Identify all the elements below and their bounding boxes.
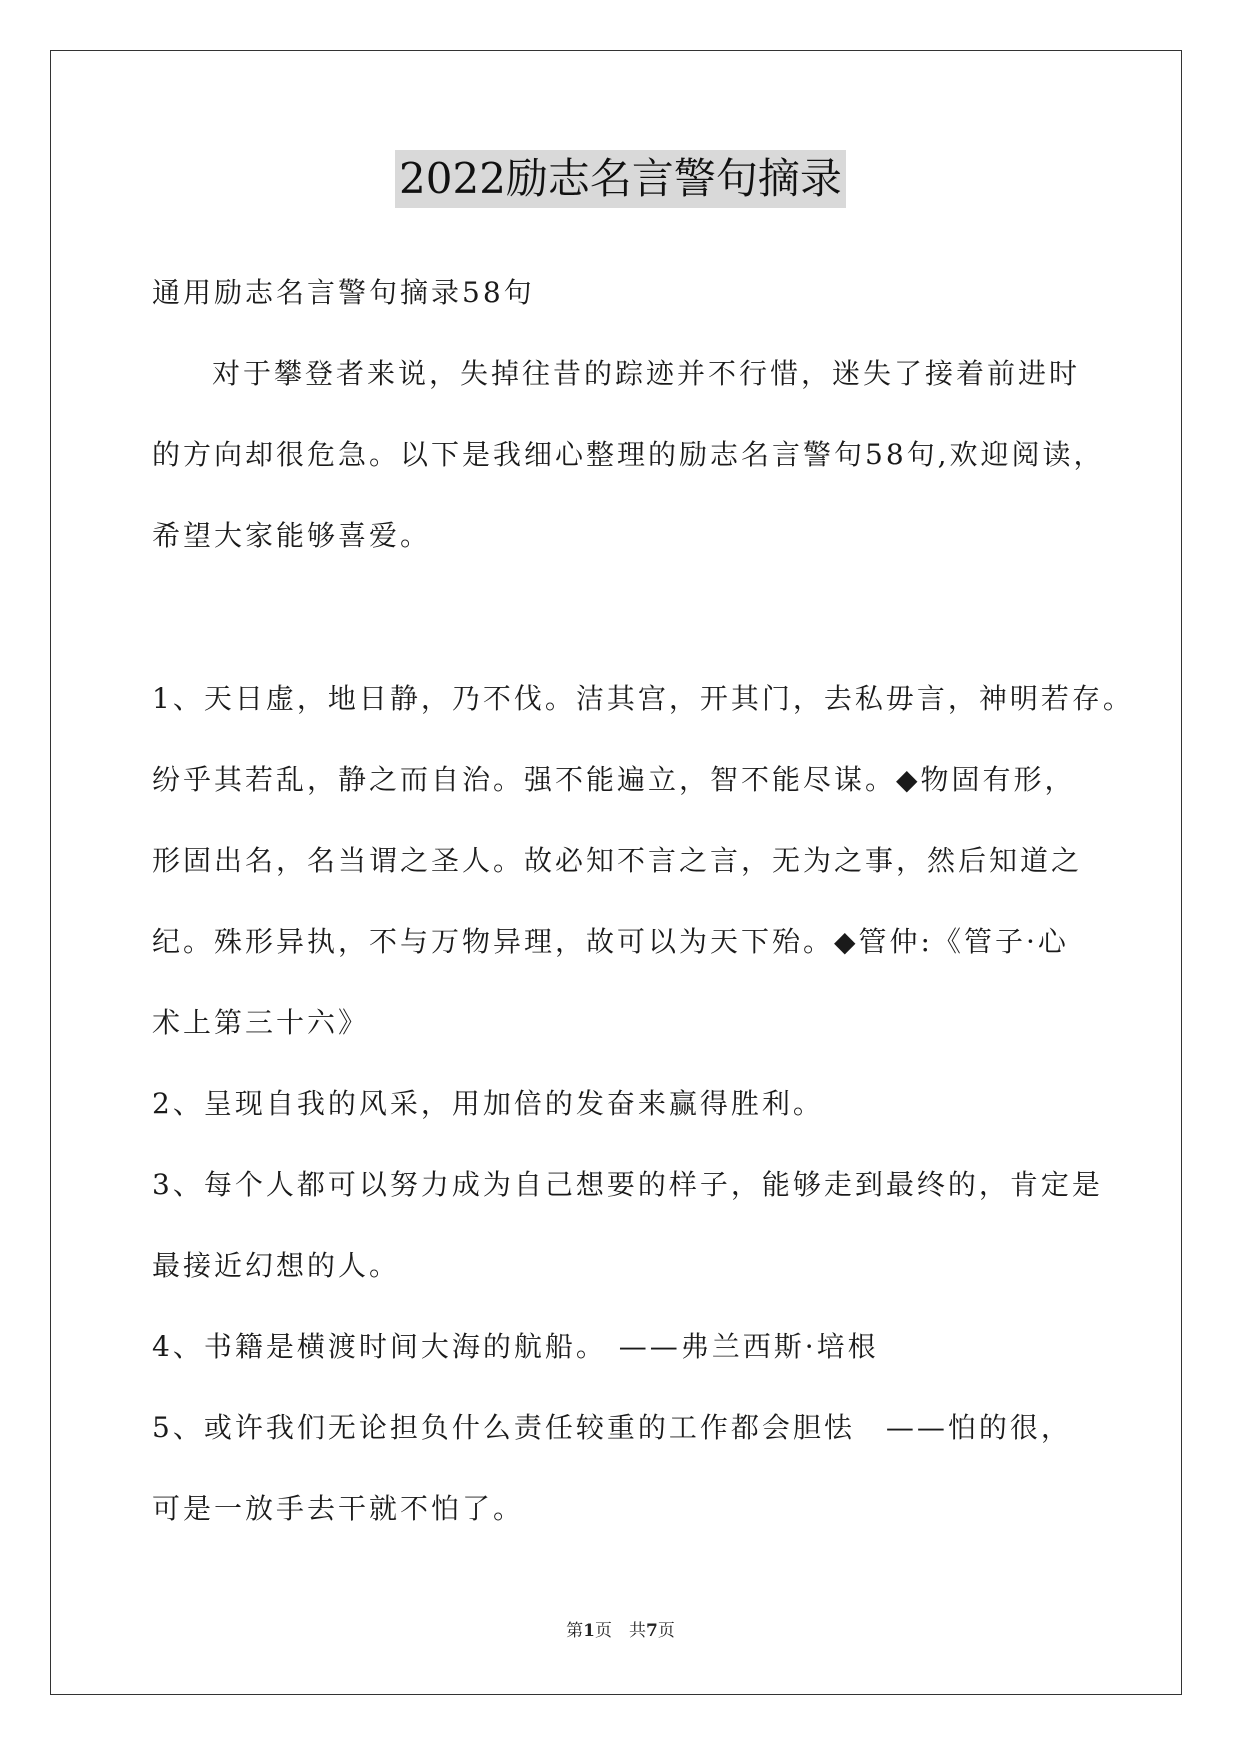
quote-line: 术上第三十六》 [152, 1006, 370, 1039]
intro-line: 希望大家能够喜爱。 [152, 519, 432, 552]
quote-line: 3、每个人都可以努力成为自己想要的样子，能够走到最终的，肯定是 [152, 1168, 1103, 1201]
subtitle: 通用励志名言警句摘录58句 [152, 276, 535, 309]
quote-line: 纪。殊形异执，不与万物异理，故可以为天下殆。◆管仲:《管子·心 [152, 925, 1069, 958]
footer-prefix: 第 [566, 1621, 584, 1641]
quote-line: 纷乎其若乱，静之而自治。强不能遍立，智不能尽谋。◆物固有形， [152, 763, 1076, 796]
footer-suffix: 页 [657, 1621, 675, 1641]
page-number: 1 [583, 1621, 595, 1641]
quote-line: 4、书籍是横渡时间大海的航船。 ——弗兰西斯·培根 [152, 1330, 879, 1363]
footer-mid: 页 共 [595, 1621, 646, 1641]
quote-line: 形固出名，名当谓之圣人。故必知不言之言，无为之事，然后知道之 [152, 844, 1083, 877]
title-container [0, 150, 1241, 208]
document-title: 2022励志名言警句摘录 [395, 150, 846, 208]
quote-line: 5、或许我们无论担负什么责任较重的工作都会胆怯 ——怕的很， [152, 1411, 1072, 1444]
quote-line: 2、呈现自我的风采，用加倍的发奋来赢得胜利。 [152, 1087, 824, 1120]
intro-line: 对于攀登者来说，失掉往昔的踪迹并不行惜，迷失了接着前进时 [212, 357, 1081, 390]
quote-line: 最接近幻想的人。 [152, 1249, 401, 1282]
quote-line: 可是一放手去干就不怕了。 [152, 1492, 525, 1525]
total-pages: 7 [646, 1621, 658, 1641]
document-body [152, 252, 1134, 1549]
intro-line: 的方向却很危急。以下是我细心整理的励志名言警句58句,欢迎阅读， [152, 438, 1105, 471]
page-footer [0, 1616, 1241, 1641]
paragraph-gap [152, 576, 1092, 658]
quote-line: 1、天日虚，地日静，乃不伐。洁其宫，开其门，去私毋言，神明若存。 [152, 682, 1134, 715]
